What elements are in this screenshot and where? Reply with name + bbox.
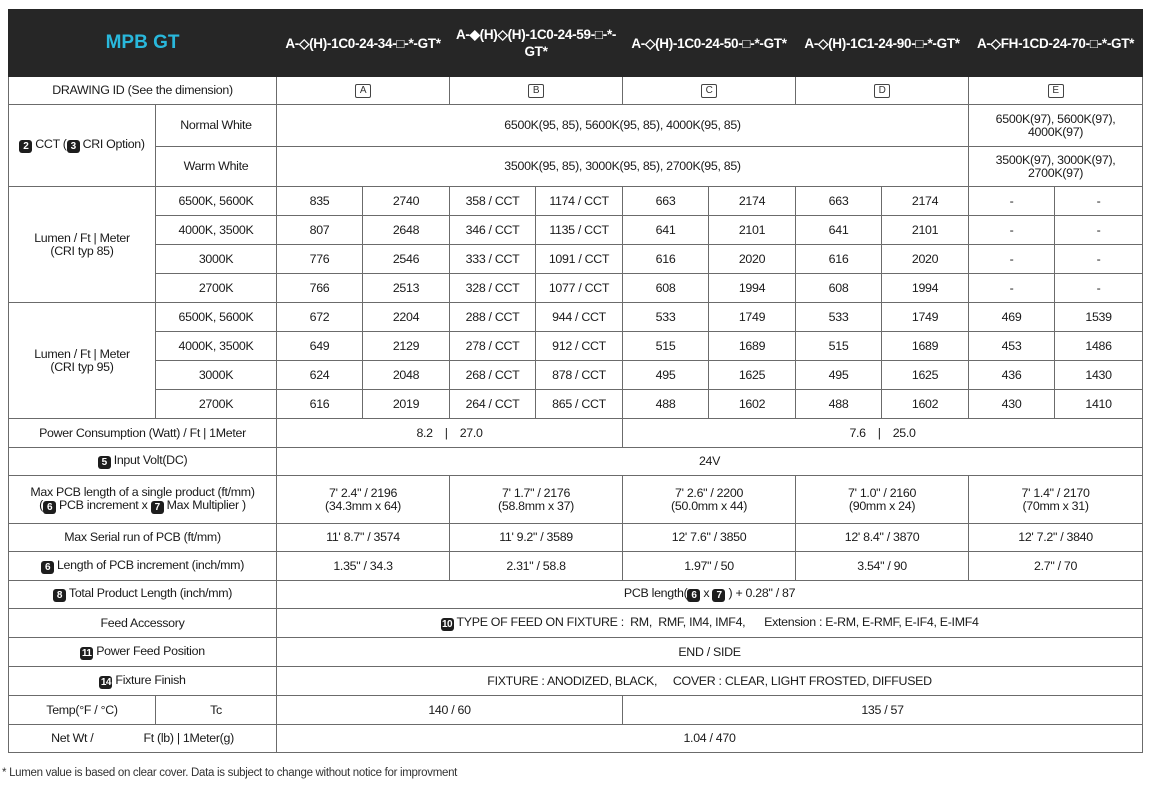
- lumen-value: 1625: [882, 361, 969, 390]
- feed-accessory-label: Feed Accessory: [9, 609, 277, 638]
- lumen-value: 2513: [363, 274, 450, 303]
- cct-warm-value: 3500K(95, 85), 3000K(95, 85), 2700K(95, 85): [277, 147, 969, 187]
- feed-accessory-value: 10 TYPE OF FEED ON FIXTURE : RM, RMF, IM4, IMF4, Extension : E-RM, E-RMF, E-IF4, E-IMF4: [277, 609, 1143, 638]
- lumen-value: 2048: [363, 361, 450, 390]
- lumen95-row: [9, 332, 1143, 361]
- total-length-value: PCB length( 6 x 7 ) + 0.28" / 87: [277, 581, 1143, 609]
- drawing-id-e: [969, 77, 1143, 105]
- lumen-value: 1091 / CCT: [536, 245, 623, 274]
- lumen-value: 288 / CCT: [450, 303, 536, 332]
- input-volt-row: [9, 448, 1143, 476]
- lumen-cct-label: 3000K: [156, 361, 277, 390]
- lumen-value: 436: [969, 361, 1055, 390]
- lumen-value: 608: [623, 274, 709, 303]
- lumen-value: 2648: [363, 216, 450, 245]
- model-d-header: A-◇(H)-1C1-24-90-□-*-GT*: [796, 10, 969, 77]
- number-badge: 6: [41, 561, 54, 574]
- power-row: [9, 419, 1143, 448]
- serial-run-row: [9, 524, 1143, 552]
- serial-run-value: 11' 9.2" / 3589: [450, 524, 623, 552]
- lumen-value: -: [1055, 216, 1143, 245]
- lumen-value: -: [969, 187, 1055, 216]
- lumen-value: 865 / CCT: [536, 390, 623, 419]
- cct-normal-value: 6500K(95, 85), 5600K(95, 85), 4000K(95, 85): [277, 105, 969, 147]
- lumen-value: 616: [623, 245, 709, 274]
- lumen-cct-label: 4000K, 3500K: [156, 216, 277, 245]
- lumen-value: 430: [969, 390, 1055, 419]
- drawing-id-badge: B: [528, 84, 544, 98]
- feed-accessory-row: [9, 609, 1143, 638]
- lumen-cct-label: 6500K, 5600K: [156, 303, 277, 332]
- lumen-value: -: [969, 274, 1055, 303]
- serial-run-value: 11' 8.7" / 3574: [277, 524, 450, 552]
- drawing-id-badge: A: [355, 84, 371, 98]
- finish-label: 14 Fixture Finish: [9, 667, 277, 696]
- lumen-value: 2020: [882, 245, 969, 274]
- serial-run-value: 12' 7.6" / 3850: [623, 524, 796, 552]
- lumen-value: 533: [623, 303, 709, 332]
- model-b-header: A-◆(H)◇(H)-1C0-24-59-□-*-GT*: [450, 10, 623, 77]
- lumen-value: 2101: [882, 216, 969, 245]
- lumen-value: 278 / CCT: [450, 332, 536, 361]
- lumen-value: 333 / CCT: [450, 245, 536, 274]
- lumen-cct-label: 2700K: [156, 390, 277, 419]
- lumen-value: 2174: [709, 187, 796, 216]
- lumen-value: 1410: [1055, 390, 1143, 419]
- lumen95-row: [9, 390, 1143, 419]
- lumen-value: 2129: [363, 332, 450, 361]
- lumen-value: 1174 / CCT: [536, 187, 623, 216]
- footnote: * Lumen value is based on clear cover. Data is subject to change without notice for improvment: [2, 767, 458, 779]
- lumen-value: 835: [277, 187, 363, 216]
- drawing-id-badge: C: [701, 84, 717, 98]
- lumen-value: 672: [277, 303, 363, 332]
- drawing-id-badge: E: [1048, 84, 1064, 98]
- lumen-value: -: [1055, 187, 1143, 216]
- lumen-value: 624: [277, 361, 363, 390]
- model-e-header: A-◇FH-1CD-24-70-□-*-GT*: [969, 10, 1143, 77]
- lumen-value: 2101: [709, 216, 796, 245]
- max-pcb-value: 7' 1.7" / 2176 (58.8mm x 37): [450, 476, 623, 524]
- lumen-value: 663: [796, 187, 882, 216]
- input-volt-value: 24V: [277, 448, 1143, 476]
- drawing-id-a: [277, 77, 450, 105]
- pcb-increment-label: 6 Length of PCB increment (inch/mm): [9, 552, 277, 581]
- lumen-value: 616: [277, 390, 363, 419]
- lumen-cct-label: 3000K: [156, 245, 277, 274]
- lumen-value: 1486: [1055, 332, 1143, 361]
- power-label: Power Consumption (Watt) / Ft | 1Meter: [9, 419, 277, 448]
- lumen-value: -: [969, 216, 1055, 245]
- lumen-value: 1430: [1055, 361, 1143, 390]
- lumen-value: 776: [277, 245, 363, 274]
- pcb-increment-value: 3.54" / 90: [796, 552, 969, 581]
- lumen-value: 616: [796, 245, 882, 274]
- max-pcb-value: 7' 1.0" / 2160 (90mm x 24): [796, 476, 969, 524]
- lumen-value: 1994: [882, 274, 969, 303]
- max-pcb-value: 7' 2.4" / 2196 (34.3mm x 64): [277, 476, 450, 524]
- drawing-id-c: [623, 77, 796, 105]
- input-volt-label: 5 Input Volt(DC): [9, 448, 277, 476]
- lumen-value: 807: [277, 216, 363, 245]
- lumen85-label: Lumen / Ft | Meter (CRI typ 85): [9, 187, 156, 303]
- number-badge: 11: [81, 647, 92, 659]
- finish-value: FIXTURE : ANODIZED, BLACK, COVER : CLEAR, LIGHT FROSTED, DIFFUSED: [277, 667, 1143, 696]
- lumen-value: 268 / CCT: [450, 361, 536, 390]
- lumen-cct-label: 4000K, 3500K: [156, 332, 277, 361]
- number-badge: 7: [712, 589, 725, 602]
- serial-run-value: 12' 8.4" / 3870: [796, 524, 969, 552]
- temp-value-group2: 135 / 57: [623, 696, 1143, 725]
- lumen-value: 346 / CCT: [450, 216, 536, 245]
- temp-label: Temp(°F / °C): [9, 696, 156, 725]
- number-badge: 2: [19, 140, 32, 153]
- lumen-value: 912 / CCT: [536, 332, 623, 361]
- lumen-value: 641: [796, 216, 882, 245]
- lumen-value: 944 / CCT: [536, 303, 623, 332]
- weight-row: [9, 725, 1143, 753]
- lumen-value: 264 / CCT: [450, 390, 536, 419]
- lumen-value: 766: [277, 274, 363, 303]
- lumen95-label: Lumen / Ft | Meter (CRI typ 95): [9, 303, 156, 419]
- cct-warm-label: Warm White: [156, 147, 277, 187]
- cct-label: 2 CCT ( 3 CRI Option): [9, 105, 156, 187]
- lumen-value: 608: [796, 274, 882, 303]
- lumen-value: 2020: [709, 245, 796, 274]
- max-pcb-row: [9, 476, 1143, 524]
- lumen-value: 641: [623, 216, 709, 245]
- lumen-value: 878 / CCT: [536, 361, 623, 390]
- finish-row: [9, 667, 1143, 696]
- lumen-value: 453: [969, 332, 1055, 361]
- temp-tc-label: Tc: [156, 696, 277, 725]
- drawing-id-d: [796, 77, 969, 105]
- cct-warm-value-e: 3500K(97), 3000K(97), 2700K(97): [969, 147, 1143, 187]
- max-pcb-value: 7' 1.4" / 2170 (70mm x 31): [969, 476, 1143, 524]
- temp-value-group1: 140 / 60: [277, 696, 623, 725]
- number-badge: 7: [151, 501, 164, 514]
- lumen-value: 2019: [363, 390, 450, 419]
- lumen85-row: [9, 216, 1143, 245]
- lumen-value: 2740: [363, 187, 450, 216]
- max-pcb-value: 7' 2.6" / 2200 (50.0mm x 44): [623, 476, 796, 524]
- lumen-value: 495: [796, 361, 882, 390]
- number-badge: 10: [441, 618, 453, 630]
- cct-normal-label: Normal White: [156, 105, 277, 147]
- lumen-value: 1994: [709, 274, 796, 303]
- pcb-increment-value: 1.97" / 50: [623, 552, 796, 581]
- drawing-id-b: [450, 77, 623, 105]
- number-badge: 8: [53, 589, 66, 602]
- lumen95-row: [9, 361, 1143, 390]
- drawing-id-label: DRAWING ID (See the dimension): [9, 77, 277, 105]
- feed-position-row: [9, 638, 1143, 667]
- total-length-row: [9, 581, 1143, 609]
- total-length-label: 8 Total Product Length (inch/mm): [9, 581, 277, 609]
- number-badge: 14: [100, 676, 111, 688]
- lumen-value: 663: [623, 187, 709, 216]
- lumen-value: 649: [277, 332, 363, 361]
- max-pcb-label: Max PCB length of a single product (ft/mm) ( 6 PCB increment x 7 Max Multiplier ): [9, 476, 277, 524]
- lumen-value: 1602: [709, 390, 796, 419]
- pcb-increment-value: 1.35" / 34.3: [277, 552, 450, 581]
- cct-normal-value-e: 6500K(97), 5600K(97), 4000K(97): [969, 105, 1143, 147]
- lumen-value: 488: [623, 390, 709, 419]
- lumen-value: 1077 / CCT: [536, 274, 623, 303]
- lumen-value: 358 / CCT: [450, 187, 536, 216]
- lumen-value: 1749: [882, 303, 969, 332]
- lumen85-row: [9, 274, 1143, 303]
- lumen-value: 1539: [1055, 303, 1143, 332]
- temp-row: [9, 696, 1143, 725]
- lumen-value: 1602: [882, 390, 969, 419]
- serial-run-value: 12' 7.2" / 3840: [969, 524, 1143, 552]
- model-c-header: A-◇(H)-1C0-24-50-□-*-GT*: [623, 10, 796, 77]
- lumen85-row: [9, 187, 1143, 216]
- lumen-value: 1749: [709, 303, 796, 332]
- lumen-value: -: [1055, 245, 1143, 274]
- number-badge: 6: [687, 589, 700, 602]
- lumen-value: 495: [623, 361, 709, 390]
- cct-warm-row: [9, 147, 1143, 187]
- serial-run-label: Max Serial run of PCB (ft/mm): [9, 524, 277, 552]
- pcb-increment-value: 2.7" / 70: [969, 552, 1143, 581]
- power-value-group2: 7.6 | 25.0: [623, 419, 1143, 448]
- lumen-value: -: [969, 245, 1055, 274]
- lumen-value: 515: [796, 332, 882, 361]
- pcb-increment-row: [9, 552, 1143, 581]
- drawing-id-badge: D: [874, 84, 890, 98]
- feed-position-label: 11 Power Feed Position: [9, 638, 277, 667]
- lumen-value: 2546: [363, 245, 450, 274]
- lumen-value: 469: [969, 303, 1055, 332]
- spec-table: [8, 9, 1143, 753]
- weight-label: Net Wt / Ft (lb) | 1Meter(g): [9, 725, 277, 753]
- pcb-increment-value: 2.31" / 58.8: [450, 552, 623, 581]
- lumen-value: 1135 / CCT: [536, 216, 623, 245]
- lumen-value: 2204: [363, 303, 450, 332]
- power-value-group1: 8.2 | 27.0: [277, 419, 623, 448]
- number-badge: 6: [43, 501, 56, 514]
- lumen-value: -: [1055, 274, 1143, 303]
- lumen-value: 328 / CCT: [450, 274, 536, 303]
- lumen-value: 1689: [709, 332, 796, 361]
- lumen-value: 488: [796, 390, 882, 419]
- header-row: [9, 10, 1143, 77]
- lumen-value: 2174: [882, 187, 969, 216]
- drawing-id-row: [9, 77, 1143, 105]
- number-badge: 5: [98, 456, 111, 469]
- lumen-value: 515: [623, 332, 709, 361]
- cct-normal-row: [9, 105, 1143, 147]
- lumen95-row: [9, 303, 1143, 332]
- model-a-header: A-◇(H)-1C0-24-34-□-*-GT*: [277, 10, 450, 77]
- series-title: MPB GT: [9, 10, 277, 77]
- number-badge: 3: [67, 140, 80, 153]
- weight-value: 1.04 / 470: [277, 725, 1143, 753]
- lumen-cct-label: 2700K: [156, 274, 277, 303]
- lumen85-row: [9, 245, 1143, 274]
- lumen-value: 533: [796, 303, 882, 332]
- feed-position-value: END / SIDE: [277, 638, 1143, 667]
- lumen-cct-label: 6500K, 5600K: [156, 187, 277, 216]
- lumen-value: 1625: [709, 361, 796, 390]
- lumen-value: 1689: [882, 332, 969, 361]
